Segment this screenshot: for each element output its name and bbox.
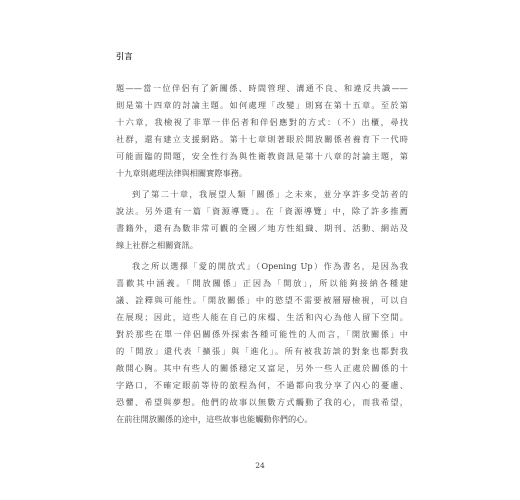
paragraph-1: [116, 80, 408, 182]
paragraph-2: [116, 186, 408, 254]
text-line: 在展現；因此，這些人能在自己的床榻、生活和內心為他人留下空間。: [116, 312, 408, 322]
paragraph-3: [116, 258, 408, 428]
text-line: 則是第十四章的討論主題。如何處理「改變」則寫在第十五章。至於第: [116, 100, 408, 110]
text-line: 的「開放」還代表「擴張」與「進化」。所有被我訪談的對象也都對我: [116, 346, 408, 356]
text-line: 喜歡其中涵義。「開放關係」正因為「開放」，所以能夠接納各種建: [116, 278, 408, 288]
text-line: 到了第二十章，我展望人類「關係」之未來，並分享許多受訪者的: [132, 189, 408, 199]
text-line: 十九章則處理法律與相關實際事務。: [116, 168, 248, 178]
text-line: 線上社群之相關資訊。: [116, 240, 198, 250]
text-line: 敞開心胸。其中有些人的關係穩定又富足，另外一些人正處於關係的十: [116, 363, 408, 373]
text-line: 十六章，我檢視了非單一伴侶者和伴侶應對的方式：（不）出櫃，尋找: [116, 117, 408, 127]
text-line: 議、詮釋與可能性。「開放關係」中的慾望不需要被層層檢視，可以自: [116, 295, 408, 305]
text-line: 書籍外，還有為數非常可觀的全國／地方性組織、期刊、活動、網站及: [116, 223, 408, 233]
text-line: 社群，還有建立支援網路。第十七章則著眼於開放關係者養育下一代時: [116, 134, 408, 144]
text-line: 對於那些在單一伴侶關係外探索各種可能性的人而言，「開放關係」中: [116, 329, 408, 339]
text-line: 我之所以選擇「愛的開放式」（Opening Up）作為書名，是因為我: [132, 261, 408, 271]
text-line: 在前往開放關係的途中，這些故事也能觸動你們的心。: [116, 414, 313, 424]
text-line: 恐懼、希望與夢想。他們的故事以無數方式觸動了我的心，而我希望，: [116, 397, 408, 407]
body-text: [116, 80, 408, 428]
page-number: 24: [255, 461, 265, 470]
text-line: 字路口，不確定眼前等待的旅程為何，不過都向我分享了內心的憂慮、: [116, 380, 408, 390]
running-head: 引言: [116, 51, 133, 61]
text-line: 可能面臨的問題，安全性行為與性衛教資訊是第十八章的討論主題，第: [116, 151, 408, 161]
text-line: 說法。另外還有一篇「資源導覽」。在「資源導覽」中，除了許多推薦: [116, 206, 408, 216]
text-line: 題——當一位伴侶有了新關係、時間管理、溝通不良、和違反共識——: [116, 83, 408, 93]
